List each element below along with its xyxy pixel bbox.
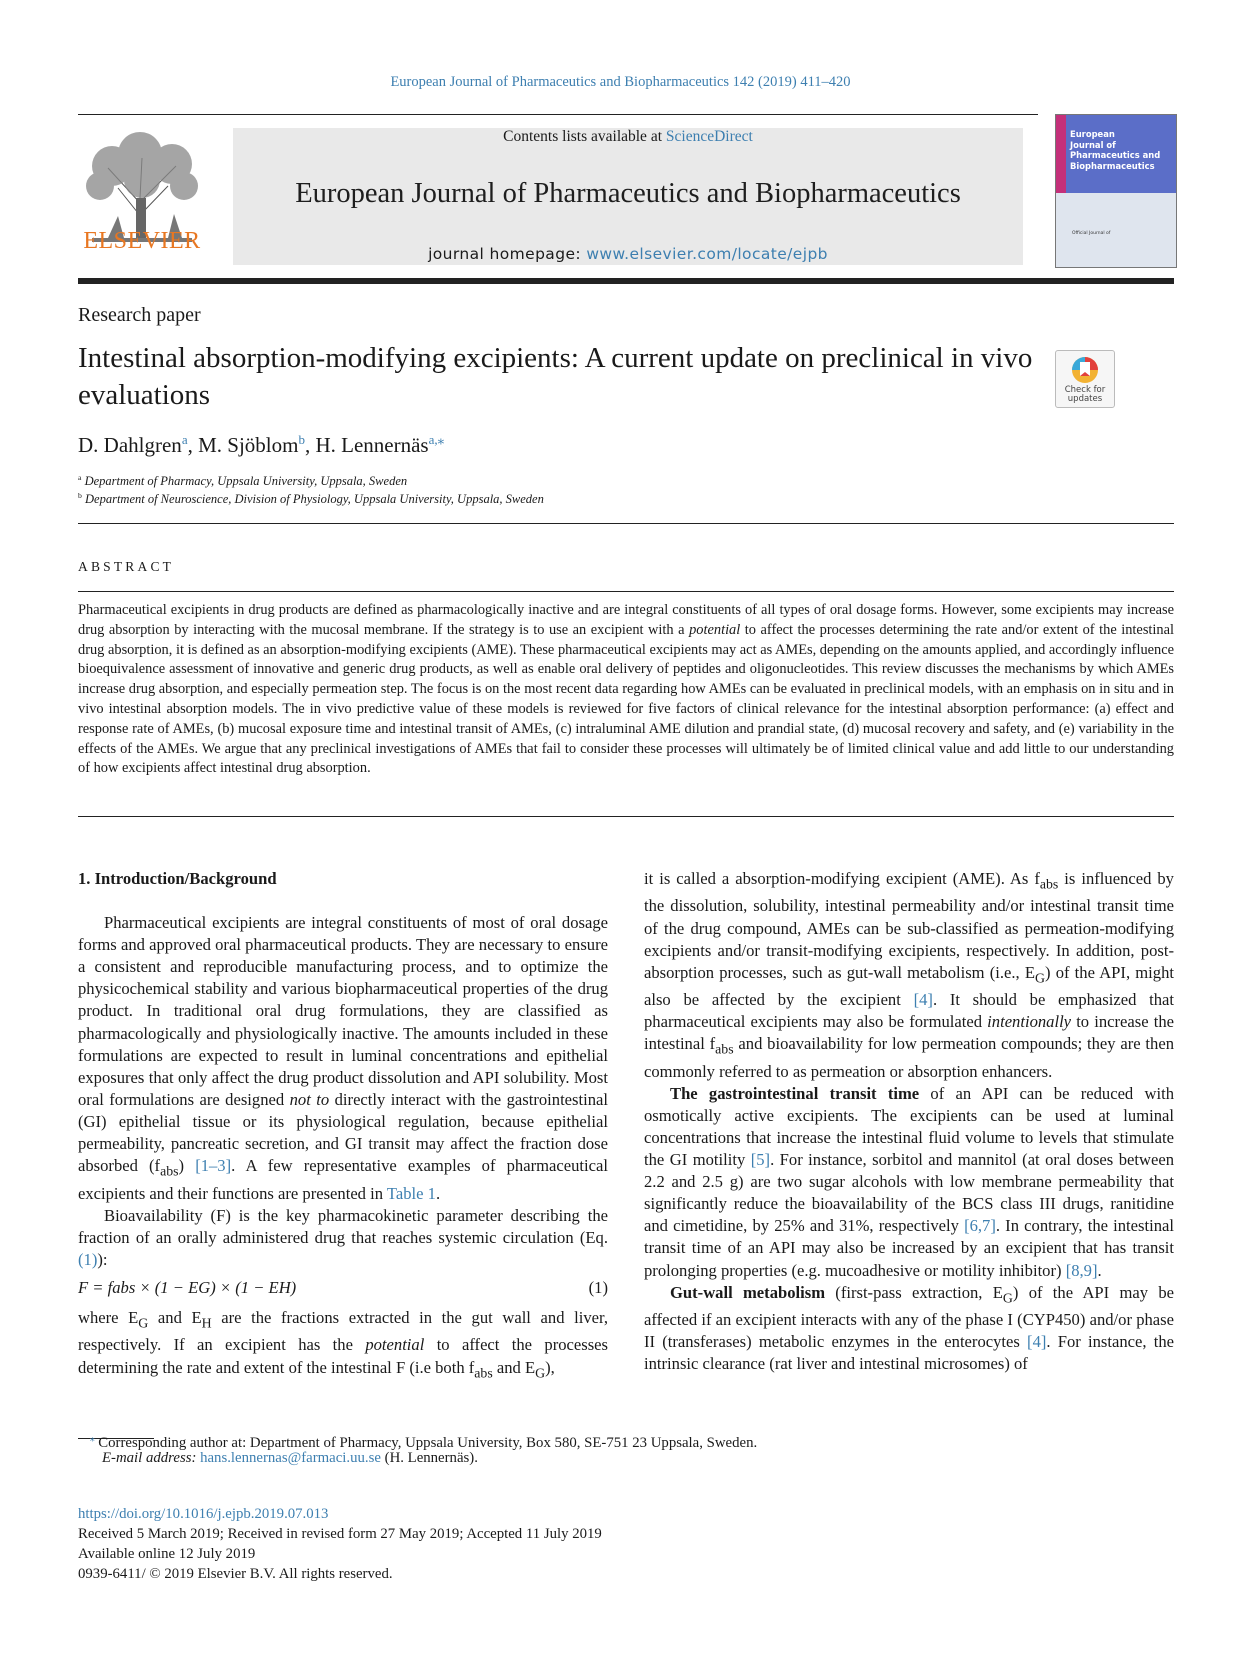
abstract-part: to affect the processes determining the rate and/or extent of the intestinal drug absorption, it is defined as an absorption-modifying excipients (AME). These pharmaceutical excipients may act as AMEs, depending on the amounts applied, and accordingly influence bioequivalence assessment of innovative and generic drug products, as well as enable oral delivery of peptides and oligonucleotides. This review discusses the mechanisms by which AMEs increase drug absorption, and especially permeation step. The focus is on the most recent data regarding how AMEs can be evaluated in preclinical models, with an emphasis on in situ and in vivo intestinal absorption models. The in vivo predictive value of these models is reviewed for five factors of clinical relevance for the intestinal absorption performance: (a) effect and response rate of AMEs, (b) mucosal exposure time and intestinal transit of AMEs, (c) intraluminal AME dilution and prandial state, (d) mucosal recovery and safety, and (e) variability in the effects of the AMEs. We argue that any preclinical investigations of AMEs that fail to consider these processes will ultimately be of limited clinical value and add little to our understanding of how excipients affect intestinal drug absorption. [78,621,1174,777]
text-run: ) [178,1156,196,1176]
paragraph [78,1205,608,1271]
reference-link[interactable]: [1–3] [195,1156,232,1176]
author-name[interactable]: M. Sjöblom [198,433,299,457]
equation [78,1277,608,1299]
author-affiliation-mark[interactable]: a,⁎ [428,432,445,447]
subscript: G [535,1364,546,1380]
subscript: abs [160,1163,179,1179]
affiliation-rule [78,523,1174,524]
text-run: directly interact with the gastrointestinal (GI) epithelial tissue or its physiological regulation, because epithelial permeability, pancreatic secretion, and GI transit may affect the fraction dose absorbed (f [78,1089,608,1176]
abstract-emphasis: potential [689,621,741,638]
elsevier-wordmark: ELSEVIER [83,228,201,254]
text-run: . [1097,1260,1102,1280]
body-left-column [78,868,608,1384]
journal-homepage [233,245,1023,263]
journal-title: European Journal of Pharmaceutics and Biopharmaceutics [295,178,961,209]
paragraph [644,1282,1174,1376]
affiliation [78,491,544,507]
journal-citation[interactable]: European Journal of Pharmaceutics and Biopharmaceutics 142 (2019) 411–420 [390,74,851,90]
reference-link[interactable]: [4] [913,990,933,1010]
homepage-link[interactable]: www.elsevier.com/locate/ejpb [586,245,828,263]
email-note [102,1448,478,1468]
abstract-top-rule [78,591,1174,592]
text-run: where E [78,1308,139,1327]
subscript: abs [474,1364,493,1380]
author-name[interactable]: H. Lennernäs [315,433,429,457]
subscript: abs [715,1041,734,1057]
author-list: D. Dahlgren$^a$, M. Sjöblom$^b$, H. Lennernäs$^{a,⁎}$ [78,432,445,457]
email-suffix: (H. Lennernäs). [384,1450,478,1466]
journal-cover-thumbnail[interactable] [1055,114,1177,268]
equation-number: (1) [588,1277,608,1297]
bold-lead: Gut-wall metabolism [670,1282,826,1302]
text-run: . [435,1183,441,1203]
text-run: ) of the API may be affected if an excipient interacts with any of the phase I (CYP450) and/or phase II (transferases) metabolic enzymes in the enterocytes [644,1282,1174,1352]
text-run: ) of the API, might also be affected by the excipient [644,962,1174,1010]
corresponding-text: Corresponding author at: Department of Pharmacy, Uppsala University, Box 580, SE-751 23 Uppsala, Sweden. [98,1434,758,1451]
reference-link[interactable]: [5] [750,1150,771,1170]
paragraph [78,912,608,1205]
bold-lead: The gastrointestinal transit time [670,1083,920,1103]
paragraph [644,1083,1174,1282]
text-run: Pharmaceutical excipients are integral constituents of most of oral dosage forms and approved oral pharmaceutical products. They are necessary to ensure a consistent and reproducible manufacturing process, and to optimize the physicochemical stability and various biopharmaceutical properties of the drug product. In traditional oral drug formulations, they are classified as pharmacologically and physiologically inactive. The amounts included in these formulations are expected to result in luminal concentrations and epithelial exposures that only affect the drug product dissolution and API solubility. Most oral formulations are designed [78,913,608,1109]
emphasis: potential [365,1335,425,1355]
received-dates: Received 5 March 2019; Received in revised form 27 May 2019; Accepted 11 July 2019 [78,1526,602,1542]
reference-link[interactable]: [8,9] [1065,1260,1098,1280]
text-run: . For instance, the intrinsic clearance (rat liver and intestinal microsomes) of [644,1332,1174,1374]
sciencedirect-link[interactable]: ScienceDirect [665,128,753,145]
header-thick-rule [78,278,1174,284]
text-run: and E [492,1357,536,1377]
paragraph [644,868,1174,1083]
text-run: ): [97,1249,108,1269]
reference-link[interactable]: [6,7] [964,1216,996,1236]
check-for-updates-badge[interactable] [1055,350,1115,408]
affiliation-mark: a [78,473,82,482]
doi-link[interactable]: https://doi.org/10.1016/j.ejpb.2019.07.013 [78,1506,329,1522]
equation-formula: F = fabs × (1 − EG) × (1 − EH) [78,1277,297,1297]
subscript: G [138,1315,149,1331]
text-run: and bioavailability for low permeation compounds; they are then commonly referred to as permeation or absorption enhancers. [644,1034,1175,1081]
subscript: G [1035,970,1045,985]
reference-link[interactable]: [4] [1027,1332,1047,1352]
email-link[interactable]: hans.lennernas@farmaci.uu.se [200,1450,381,1466]
badge-line: updates [1067,394,1103,404]
cover-line: Biopharmaceutics [1070,160,1155,171]
subscript: G [1002,1289,1013,1305]
text-run: . In contrary, the intestinal transit time of an API may also be increased by an excipient that has transit prolonging properties (e.g. mucoadhesive or motility inhibitor) [644,1216,1174,1280]
equation-link[interactable]: (1) [78,1249,98,1269]
bookmark-icon [1070,355,1100,385]
author-name[interactable]: D. Dahlgren [78,433,182,457]
table-link[interactable]: Table 1 [386,1183,436,1203]
corresponding-mark: ⁎ [90,1433,95,1443]
text-run: of an API can be reduced with osmotically active excipients. The excipients can be used at luminal concentrations that increase the intestinal fluid volume to levels that stimulate the GI motility [644,1083,1174,1170]
cover-footer-text: Official Journal of [1072,231,1111,236]
homepage-prefix: journal homepage: [428,245,582,263]
contents-line [233,128,1023,146]
affiliation-text: Department of Pharmacy, Uppsala University, Uppsala, Sweden [84,474,408,489]
abstract-heading: ABSTRACT [78,559,175,574]
paragraph [78,1307,608,1384]
affiliation-text: Department of Neuroscience, Division of Physiology, Uppsala University, Uppsala, Sweden [85,492,544,507]
abstract-part: Pharmaceutical excipients in drug products are defined as pharmacologically inactive and are integral constituents of all types of oral dosage forms. However, some excipients may increase drug absorption by interacting with the mucosal membrane. If the strategy is to use an excipient with a [78,602,1174,638]
emphasis: not to [289,1089,330,1109]
cover-title [1070,129,1160,171]
text-run: to affect the processes determining the rate and extent of the intestinal F (i.e both f [78,1335,608,1377]
affiliation [78,473,407,489]
subscript: abs [1039,876,1059,892]
cover-line: Journal of [1070,139,1116,150]
body-right-column [644,868,1174,1375]
text-run: is influenced by the dissolution, solubility, intestinal permeability and/or intestinal transit time of the drug compound, AMEs can be sub-classified as permeation-modifying excipients and/or transit-modifying excipients, respectively. In addition, post-absorption processes, such as gut-wall metabolism (i.e., E [644,869,1174,982]
badge-label [1056,386,1114,404]
text-run: (first-pass extraction, E [825,1282,1003,1302]
text-run: . A few representative examples of pharmaceutical excipients and their functions are presented in [78,1156,608,1203]
emphasis: intentionally [987,1012,1072,1032]
affiliation-mark: b [78,491,82,500]
article-title: Intestinal absorption-modifying excipients: A current update on preclinical in vivo evaluations [78,342,1033,411]
available-online: Available online 12 July 2019 [78,1546,256,1562]
badge-line: Check for [1064,385,1106,395]
header-top-rule [78,114,1038,115]
subscript: H [201,1315,212,1331]
email-label: E-mail address: [102,1450,197,1466]
text-run: it is called a absorption-modifying excipient (AME). As f [644,869,1040,888]
author-affiliation-mark[interactable]: a [181,432,188,447]
text-run: . For instance, sorbitol and mannitol (at oral doses between 2.2 and 2.5 g) are two sugar alcohols with low membrane permeability that significantly reduce the bioavailability of the BCS class III drugs, ranitidine and cimetidine, by 25% and 31%, respectively [644,1150,1174,1236]
text-run: . It should be emphasized that pharmaceutical excipients may also be formulated [644,990,1174,1032]
cover-footer [1056,193,1176,267]
text-run: and E [148,1308,202,1327]
text-run: to increase the intestinal f [644,1012,1174,1054]
contents-prefix: Contents lists available at [503,128,663,145]
article-type: Research paper [78,304,201,326]
text-run: are the fractions extracted in the gut wall and liver, respectively. If an excipient has the [78,1308,608,1355]
author-affiliation-mark[interactable]: b [298,432,305,447]
abstract-bottom-rule [78,816,1174,817]
section-heading: 1. Introduction/Background [78,869,277,888]
text-run: Bioavailability (F) is the key pharmacokinetic parameter describing the fraction of an orally administered drug that reaches systemic circulation (Eq. [78,1205,608,1247]
cover-line: European [1070,129,1115,139]
abstract-text [78,601,1174,779]
copyright: 0939-6411/ © 2019 Elsevier B.V. All rights reserved. [78,1566,393,1582]
cover-strip [1056,115,1066,193]
text-run: ), [545,1357,555,1377]
cover-line: Pharmaceutics and [1070,150,1161,160]
